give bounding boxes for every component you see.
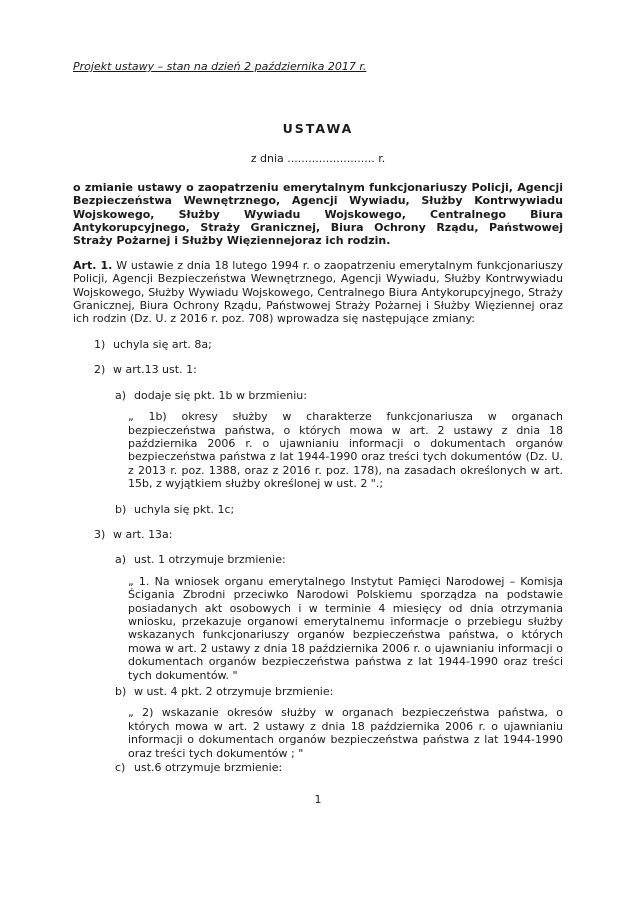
draft-status-line xyxy=(73,60,563,73)
item-2b-text: uchyla się pkt. 1c; xyxy=(134,502,235,516)
page-number: 1 xyxy=(314,793,322,807)
amendment-item-3c xyxy=(73,761,563,774)
amendment-item-2 xyxy=(73,363,563,376)
amendment-item-3a xyxy=(73,553,563,566)
item-3a-marker: a) xyxy=(115,553,127,567)
item-2a-marker: a) xyxy=(115,388,127,402)
draft-status-text: Projekt ustawy – stan na dzień 2 października 2017 r. xyxy=(73,60,367,73)
item-3b-marker: b) xyxy=(115,685,127,698)
item-3-marker: 3) xyxy=(94,527,106,541)
article-1-paragraph xyxy=(73,259,563,326)
item-3c-text: ust.6 otrzymuje brzmienie: xyxy=(134,761,283,775)
law-title: USTAWA xyxy=(282,121,354,137)
date-placeholder-line: z dnia ......................... r. xyxy=(250,152,386,166)
item-3c-marker: c) xyxy=(115,761,126,775)
quoted-provision-ust-1: „ 1. Na wniosek organu emerytalnego Instytut Pamięci Narodowej – Komisja Ścigania Zbrodni przeciwko Narodowi Polskiemu sporządza na podstawie posiadanych akt osobowych i w terminie 4 miesięcy od dnia otrzymania wniosku, przekazuje organowi emerytalnemu informacje o przebiegu służby wskazanych funkcjonariuszy organów bezpieczeństwa państwa, o których mowa w art. 2 ustawy z dnia 18 października 2006 r. o ujawnianiu informacji o dokumentach organów bezpieczeństwa państwa z lat 1944-1990 oraz treści tych dokumentów. " xyxy=(128,574,563,682)
item-3b-text: w ust. 4 pkt. 2 otrzymuje brzmienie: xyxy=(134,685,334,698)
item-3-text: w art. 13a: xyxy=(113,527,173,541)
amendment-item-1 xyxy=(73,338,563,351)
amendment-item-3 xyxy=(73,528,563,541)
amendment-item-3b xyxy=(73,685,563,698)
item-1-marker: 1) xyxy=(94,337,106,351)
item-3a-text: ust. 1 otrzymuje brzmienie: xyxy=(134,553,286,567)
amendment-item-2b xyxy=(73,503,563,516)
item-2a-text: dodaje się pkt. 1b w brzmieniu: xyxy=(134,388,307,402)
item-2b-marker: b) xyxy=(115,502,127,516)
item-1-text: uchyla się art. 8a; xyxy=(113,337,212,351)
law-subject-paragraph: o zmianie ustawy o zaopatrzeniu emerytalnym funkcjonariuszy Policji, Agencji Bezpieczeństwa Wewnętrznego, Agencji Wywiadu, Służby Kontrwywiadu Wojskowego, Służby Wywiadu Wojskowego, Centralnego Biura Antykorupcyjnego, Straży Granicznej, Biura Ochrony Rządu, Państwowej Straży Pożarnej i Służby Więziennejoraz ich rodzin. xyxy=(73,180,563,248)
quoted-provision-pkt-1b: „ 1b) okresy służby w charakterze funkcjonariusza w organach bezpieczeństwa państwa, o których mowa w art. 2 ustawy z dnia 18 października 2006 r. o ujawnianiu informacji o dokumentach organów bezpieczeństwa państwa z lat 1944-1990 oraz treści tych dokumentów (Dz. U. z 2013 r. poz. 1388, oraz z 2016 r. poz. 178), na zasadach określonych w art. 15b, z wyjątkiem służby określonej w ust. 2 ".; xyxy=(128,410,563,491)
amendment-item-2a xyxy=(73,389,563,402)
article-1-label: Art. 1. xyxy=(73,258,113,272)
item-2-text: w art.13 ust. 1: xyxy=(113,363,197,377)
quoted-provision-pkt-2: „ 2) wskazanie okresów służby w organach bezpieczeństwa państwa, o których mowa w art. 2 ustawy z dnia 18 października 2006 r. o ujawnianiu informacji o dokumentach organów bezpieczeństwa państwa z lat 1944-1990 oraz treści tych dokumentów ; " xyxy=(128,706,563,760)
item-2-marker: 2) xyxy=(94,363,106,377)
article-1-text: W ustawie z dnia 18 lutego 1994 r. o zaopatrzeniu emerytalnym funkcjonariuszy Policji, Agencji Bezpieczeństwa Wewnętrznego, Agencji Wywiadu, Służby Kontrwywiadu Wojskowego, Służby Wywiadu Wojskowego, Centralnego Biura Antykorupcyjnego, Straży Granicznej, Biura Ochrony Rządu, Państwowej Straży Pożarnej i Służby Więziennej oraz ich rodzin (Dz. U. z 2016 r. poz. 708) wprowadza się następujące zmiany: xyxy=(73,258,563,326)
